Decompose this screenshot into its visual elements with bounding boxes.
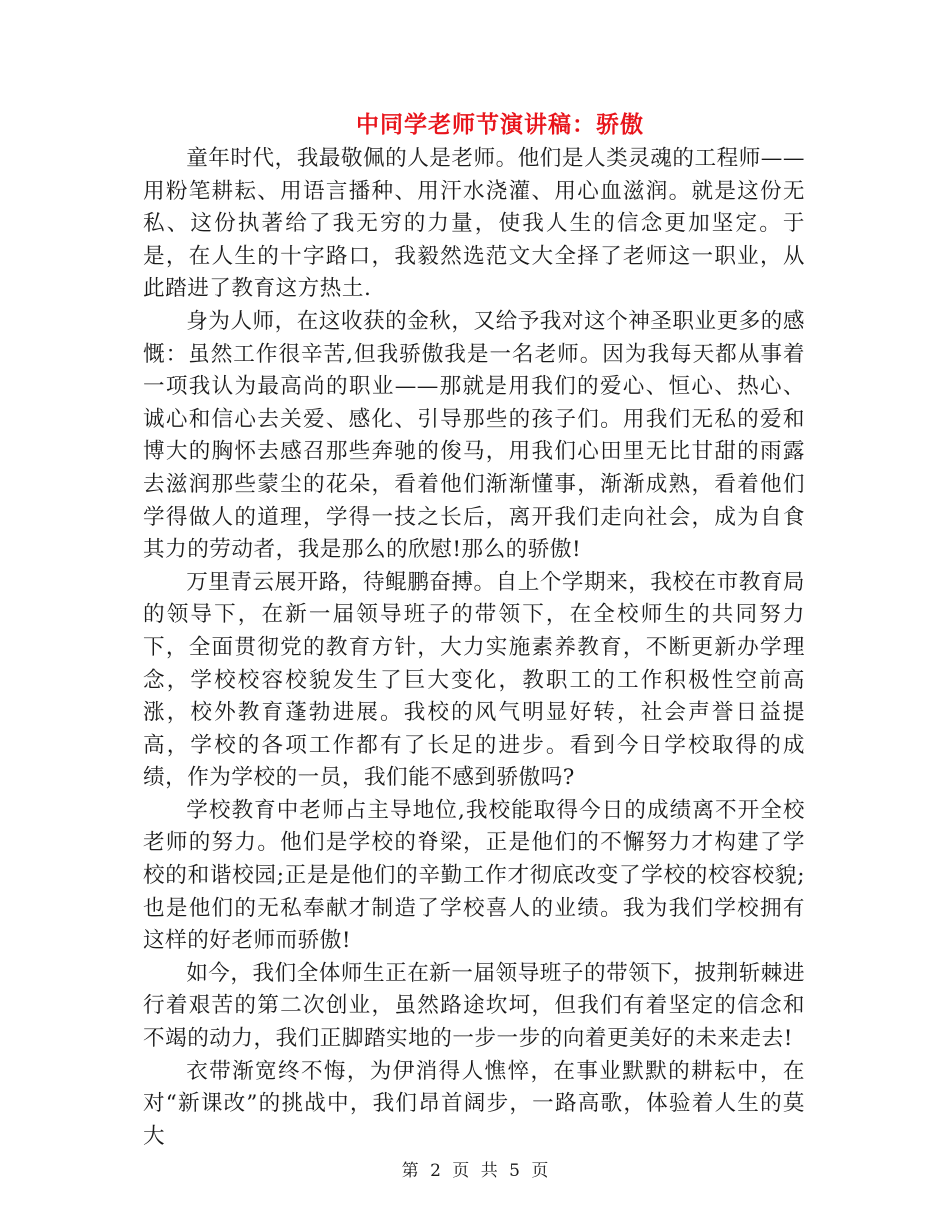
page-footer bbox=[0, 1156, 950, 1181]
footer-total-word: 共 bbox=[480, 1161, 498, 1181]
total-page-number: 5 bbox=[509, 1161, 520, 1181]
paragraph: 万里青云展开路，待鲲鹏奋搏。自上个学期来，我校在市教育局的领导下，在新一届领导班子的带领下，在全校师生的共同努力下，全面贯彻党的教育方针，大力实施素养教育，不断更新办学理念，学校校容校貌发生了巨大变化，教职工的工作积极性空前高涨，校外教育蓬勃进展。我校的风气明显好转，社会声誉日益提高，学校的各项工作都有了长足的进步。看到今日学校取得的成绩，作为学校的一员，我们能不感到骄傲吗? bbox=[143, 569, 805, 791]
current-page-number: 2 bbox=[430, 1161, 441, 1181]
paragraph: 身为人师，在这收获的金秋，又给予我对这个神圣职业更多的感慨：虽然工作很辛苦,但我骄傲我是一名老师。因为我每天都从事着一项我认为最高尚的职业——那就是用我们的爱心、恒心、热心、诚心和信心去关爱、感化、引导那些的孩子们。用我们无私的爱和博大的胸怀去感召那些奔驰的俊马，用我们心田里无比甘甜的雨露去滋润那些蒙尘的花朵，看着他们渐渐懂事，渐渐成熟，看着他们学得做人的道理，学得一技之长后，离开我们走向社会，成为自食其力的劳动者，我是那么的欣慰!那么的骄傲! bbox=[143, 308, 805, 563]
paragraph: 如今，我们全体师生正在新一届领导班子的带领下，披荆斩棘进行着艰苦的第二次创业，虽然路途坎坷，但我们有着坚定的信念和不竭的动力，我们正脚踏实地的一步一步的向着更美好的未来走去! bbox=[143, 960, 805, 1052]
paragraph: 童年时代，我最敬佩的人是老师。他们是人类灵魂的工程师——用粉笔耕耘、用语言播种、用汗水浇灌、用心血滋润。就是这份无私、这份执著给了我无穷的力量，使我人生的信念更加坚定。于是，在人生的十字路口，我毅然选范文大全择了老师这一职业，从此踏进了教育这方热土. bbox=[143, 146, 805, 302]
document-body bbox=[143, 143, 805, 1153]
document-title: 中同学老师节演讲稿：骄傲 bbox=[356, 111, 644, 138]
footer-page-unit: 页 bbox=[452, 1161, 470, 1181]
paragraph: 学校教育中老师占主导地位,我校能取得今日的成绩离不开全校老师的努力。他们是学校的脊梁，正是他们的不懈努力才构建了学校的和谐校园;正是是他们的辛勤工作才彻底改变了学校的校容校貌;也是他们的无私奉献才制造了学校喜人的业绩。我为我们学校拥有这样的好老师而骄傲! bbox=[143, 797, 805, 954]
footer-prefix: 第 bbox=[401, 1161, 419, 1181]
paragraph: 衣带渐宽终不悔，为伊消得人憔悴，在事业默默的耕耘中，在对“新课改”的挑战中，我们昂首阔步，一路高歌，体验着人生的莫大 bbox=[143, 1058, 805, 1149]
footer-total-unit: 页 bbox=[531, 1161, 549, 1181]
